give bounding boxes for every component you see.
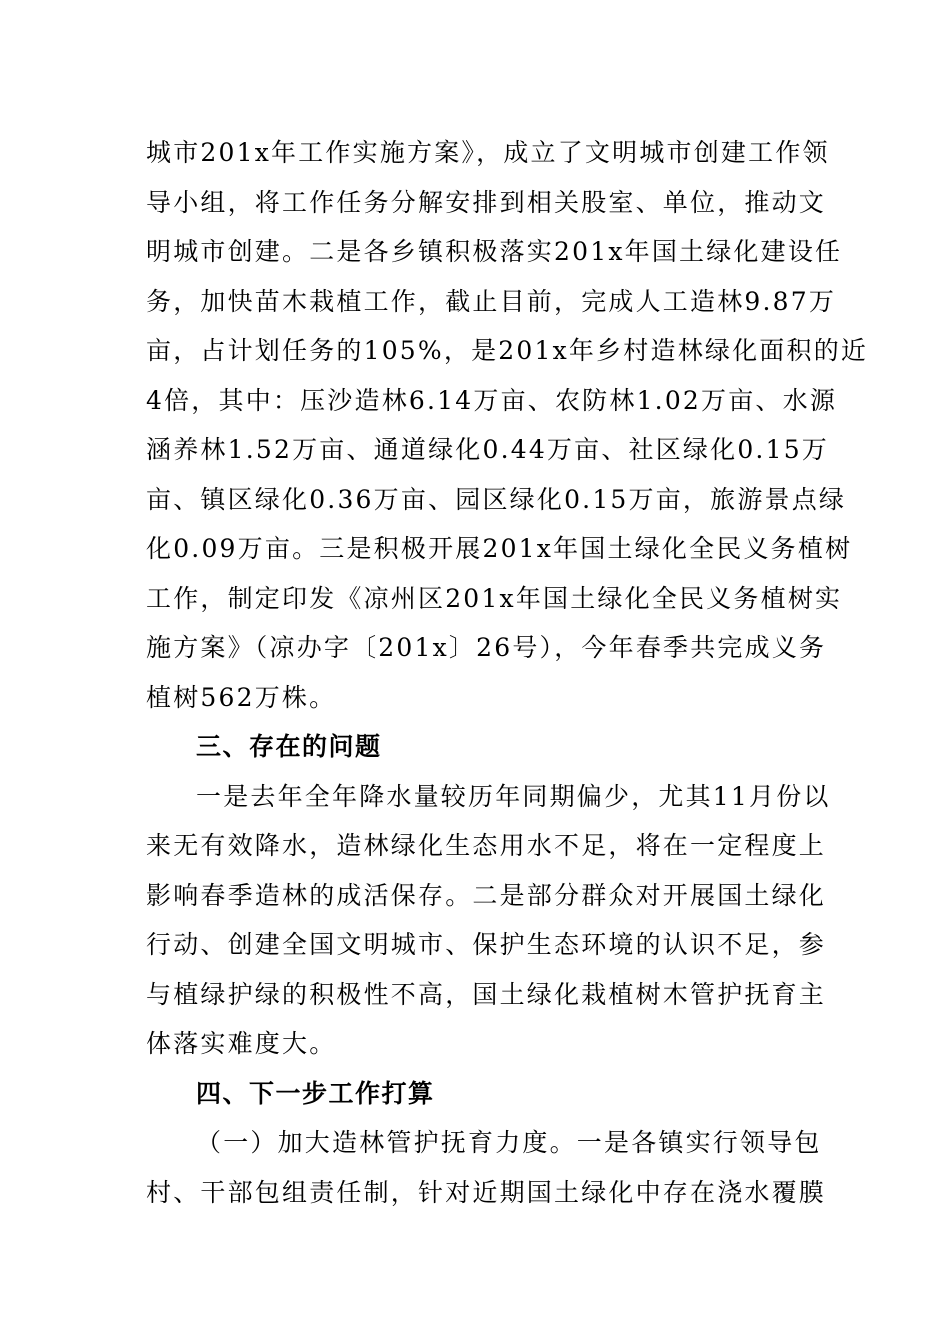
text-line: 城市201x年工作实施方案》，成立了文明城市创建工作领 xyxy=(146,138,830,167)
text-line: 体落实难度大。 xyxy=(146,1029,337,1058)
text-line: 明城市创建。二是各乡镇积极落实201x年国土绿化建设任 xyxy=(146,237,843,266)
text-line: 务，加快苗木栽植工作，截止目前，完成人工造林9.87万 xyxy=(146,286,837,316)
text-line: （一）加大造林管护抚育力度。一是各镇实行领导包 xyxy=(196,1128,822,1157)
document-body xyxy=(146,128,869,1217)
text-line: 亩、镇区绿化0.36万亩、园区绿化0.15万亩，旅游景点绿 xyxy=(146,484,847,514)
text-line: 工作，制定印发《凉州区201x年国土绿化全民义务植树实 xyxy=(146,583,843,613)
text-line: 亩，占计划任务的105%，是201x年乡村造林绿化面积的近 xyxy=(146,336,869,365)
text-line: 村、干部包组责任制，针对近期国土绿化中存在浇水覆膜 xyxy=(146,1177,827,1207)
text-line: 影响春季造林的成活保存。二是部分群众对开展国土绿化 xyxy=(146,880,827,910)
text-line: 行动、创建全国文明城市、保护生态环境的认识不足，参 xyxy=(146,930,827,959)
text-line: 化0.09万亩。三是积极开展201x年国土绿化全民义务植树 xyxy=(146,534,853,563)
text-line: 涵养林1.52万亩、通道绿化0.44万亩、社区绿化0.15万 xyxy=(146,435,829,464)
text-line: 4倍，其中：压沙造林6.14万亩、农防林1.02万亩、水源 xyxy=(146,385,838,415)
section-heading: 四、下一步工作打算 xyxy=(196,1078,435,1108)
text-line: 施方案》（凉办字〔201x〕26号），今年春季共完成义务 xyxy=(146,633,827,662)
text-line: 导小组，将工作任务分解安排到相关股室、单位，推动文 xyxy=(146,187,827,217)
text-line: 与植绿护绿的积极性不高，国土绿化栽植树木管护抚育主 xyxy=(146,979,827,1009)
section-heading: 三、存在的问题 xyxy=(196,732,382,761)
text-line: 一是去年全年降水量较历年同期偏少，尤其11月份以 xyxy=(196,781,831,811)
text-line: 植树562万株。 xyxy=(146,682,337,712)
text-line: 来无有效降水，造林绿化生态用水不足，将在一定程度上 xyxy=(146,831,827,860)
